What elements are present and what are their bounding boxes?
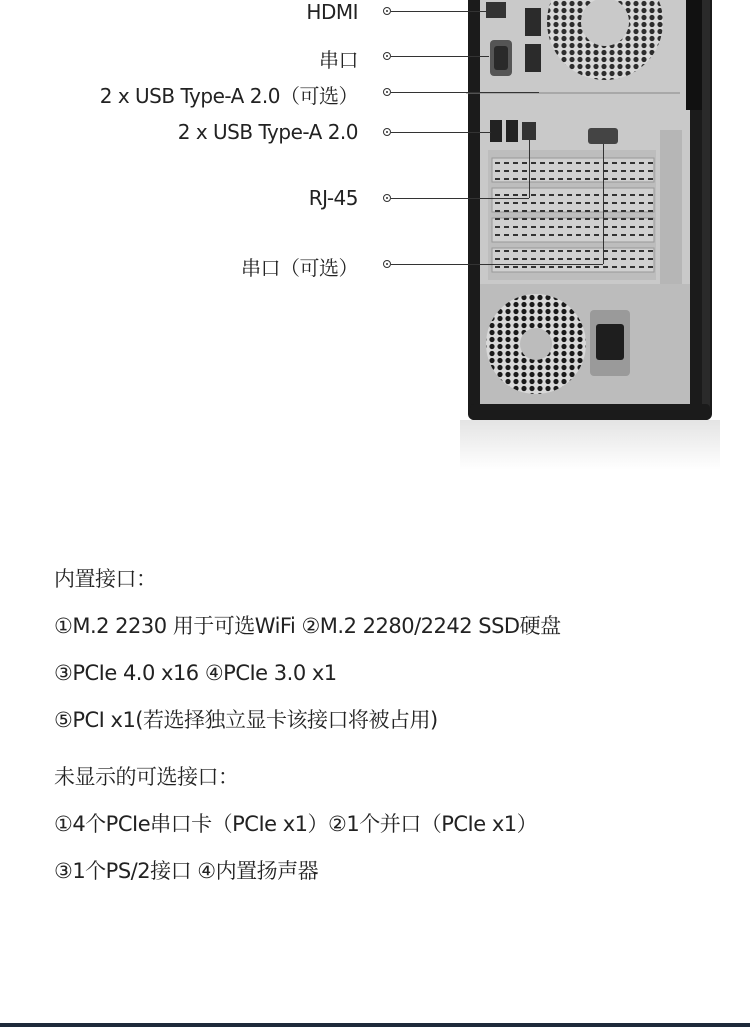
callout-serial-optional: 串口（可选） — [241, 256, 358, 280]
pc-rear-image — [440, 0, 750, 470]
callout-hdmi: HDMI — [306, 0, 358, 24]
callout-line-usb — [391, 132, 491, 133]
callout-dot-usb-optional — [383, 88, 391, 96]
internal-heading: 内置接口： — [54, 567, 157, 591]
optional-line-2: ③1个PS/2接口 ④内置扬声器 — [54, 859, 319, 883]
internal-line-3: ⑤PCI x1(若选择独立显卡该接口将被占用) — [54, 708, 438, 732]
rj45-port — [522, 122, 536, 140]
internal-line-2: ③PCIe 4.0 x16 ④PCIe 3.0 x1 — [54, 661, 337, 685]
callout-dot-hdmi — [383, 7, 391, 15]
callout-line-rj45 — [391, 198, 529, 199]
callout-line-hdmi — [391, 11, 486, 12]
callout-usb: 2 x USB Type-A 2.0 — [177, 120, 358, 144]
dp-port-1 — [525, 8, 541, 36]
callout-dot-serial — [383, 52, 391, 60]
serial-optional-port — [588, 128, 618, 144]
callout-vline-serial-optional — [603, 144, 604, 264]
hdmi-port — [486, 2, 506, 18]
callout-dot-serial-optional — [383, 260, 391, 268]
footer-bar — [0, 1023, 750, 1027]
callout-vline-rj45 — [529, 140, 530, 198]
callout-usb-optional: 2 x USB Type-A 2.0（可选） — [99, 84, 358, 108]
callout-dot-rj45 — [383, 194, 391, 202]
callout-line-usb-optional — [391, 92, 539, 93]
callout-line-serial-optional — [391, 264, 603, 265]
pc-rear-svg — [440, 0, 750, 470]
usb-port-1 — [490, 120, 502, 142]
callout-line-serial — [391, 56, 489, 57]
specs-section — [54, 556, 714, 895]
optional-heading: 未显示的可选接口： — [54, 765, 239, 789]
callout-dot-usb — [383, 128, 391, 136]
usb-port-2 — [506, 120, 518, 142]
optional-line-1: ①4个PCIe串口卡（PCIe x1）②1个并口（PCIe x1） — [54, 812, 538, 836]
callout-serial: 串口 — [319, 48, 358, 72]
dp-port-2 — [525, 44, 541, 72]
callout-rj45: RJ-45 — [308, 186, 358, 210]
internal-line-1: ①M.2 2230 用于可选WiFi ②M.2 2280/2242 SSD硬盘 — [54, 614, 561, 638]
